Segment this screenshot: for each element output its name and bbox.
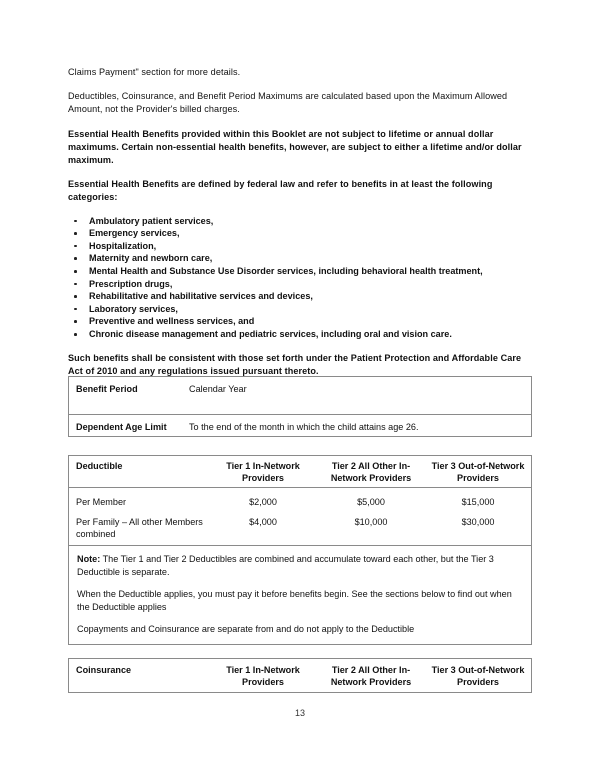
list-item-label: Hospitalization, bbox=[89, 240, 157, 251]
paragraph-essential-health-benefits-definition: Essential Health Benefits are defined by federal law and refer to benefits in at least the following categories: bbox=[68, 179, 493, 203]
coinsurance-table bbox=[68, 658, 532, 693]
page-number: 13 bbox=[294, 708, 305, 718]
row-label-per-member: Per Member bbox=[76, 497, 127, 507]
table-row bbox=[69, 414, 531, 436]
column-header-tier-2: Tier 2 All Other In-Network Providers bbox=[330, 665, 412, 687]
paragraph-essential-health-benefits-maximums: Essential Health Benefits provided within this Booklet are not subject to lifetime or annual dollar maximums. Certain non-essential health benefits, however, are subject to either a lifetime and/or dollar maximum. bbox=[68, 128, 522, 166]
bullet-icon bbox=[74, 270, 77, 273]
table-row bbox=[69, 377, 531, 414]
note-when-deductible-applies bbox=[77, 588, 523, 613]
list-item bbox=[68, 303, 532, 316]
row-value-dependent-age-limit: To the end of the month in which the child attains age 26. bbox=[189, 422, 419, 432]
bullet-icon bbox=[74, 220, 77, 223]
list-item bbox=[68, 290, 532, 303]
paragraph-claims-payment: Claims Payment" section for more details. bbox=[68, 67, 241, 77]
body-content bbox=[68, 66, 532, 389]
column-header-deductible: Deductible bbox=[76, 461, 123, 471]
table-header-row bbox=[69, 456, 531, 487]
list-item-label: Rehabilitative and habilitative services and devices, bbox=[89, 291, 313, 302]
list-item bbox=[68, 278, 532, 291]
cell-per-family-tier-3: $30,000 bbox=[461, 517, 495, 527]
cell-per-member-tier-3: $15,000 bbox=[461, 497, 495, 507]
deductible-table bbox=[68, 455, 532, 645]
list-item-label: Ambulatory patient services, bbox=[89, 215, 214, 226]
column-header-tier-2: Tier 2 All Other In-Network Providers bbox=[330, 461, 412, 483]
list-item bbox=[68, 227, 532, 240]
column-header-tier-3: Tier 3 Out-of-Network Providers bbox=[431, 665, 525, 687]
column-header-tier-3: Tier 3 Out-of-Network Providers bbox=[431, 461, 525, 483]
note-tier-combination bbox=[77, 553, 523, 578]
bullet-icon bbox=[74, 257, 77, 260]
note-text: Copayments and Coinsurance are separate from and do not apply to the Deductible bbox=[77, 624, 415, 635]
list-item bbox=[68, 328, 532, 341]
list-item-label: Chronic disease management and pediatric services, including oral and vision care. bbox=[89, 328, 452, 339]
table-header-row bbox=[69, 659, 531, 692]
row-label-dependent-age-limit: Dependent Age Limit bbox=[76, 422, 167, 432]
list-item-label: Maternity and newborn care, bbox=[89, 253, 213, 264]
note-lead-label: Note: bbox=[77, 554, 101, 564]
bullet-icon bbox=[74, 320, 77, 323]
paragraph-such-benefits-consistent: Such benefits shall be consistent with those set forth under the Patient Protection and Affordable Care Act of 2010 and any regulations issued pursuant thereto. bbox=[68, 352, 522, 376]
list-item bbox=[68, 315, 532, 328]
list-item bbox=[68, 215, 532, 228]
list-item bbox=[68, 252, 532, 265]
bullet-icon bbox=[74, 283, 77, 286]
list-item-label: Prescription drugs, bbox=[89, 278, 173, 289]
bullet-icon bbox=[74, 232, 77, 235]
row-value-benefit-period: Calendar Year bbox=[189, 384, 247, 394]
bullet-icon bbox=[74, 308, 77, 311]
bullet-icon bbox=[74, 295, 77, 298]
note-copayments-coinsurance bbox=[77, 623, 523, 636]
list-item bbox=[68, 240, 532, 253]
bullet-icon bbox=[74, 333, 77, 336]
note-text: The Tier 1 and Tier 2 Deductibles are combined and accumulate toward each other, but the Tier 3 Deductible is separate. bbox=[77, 554, 494, 577]
table-row bbox=[69, 512, 531, 545]
cell-per-family-tier-2: $10,000 bbox=[354, 517, 388, 527]
table-row bbox=[69, 487, 531, 512]
cell-per-member-tier-2: $5,000 bbox=[357, 497, 385, 507]
column-header-tier-1: Tier 1 In-Network Providers bbox=[226, 665, 300, 687]
bullet-icon bbox=[74, 245, 77, 248]
cell-per-family-tier-1: $4,000 bbox=[249, 517, 277, 527]
list-item-label: Laboratory services, bbox=[89, 303, 178, 314]
note-text: When the Deductible applies, you must pay it before benefits begin. See the sections below to find out when the Deductible applies bbox=[77, 589, 512, 612]
list-item-label: Emergency services, bbox=[89, 228, 180, 239]
benefit-period-table bbox=[68, 376, 532, 437]
list-item-label: Preventive and wellness services, and bbox=[89, 316, 255, 327]
row-label-benefit-period: Benefit Period bbox=[76, 384, 138, 394]
deductible-notes bbox=[69, 545, 531, 644]
cell-per-member-tier-1: $2,000 bbox=[249, 497, 277, 507]
list-item bbox=[68, 265, 532, 278]
paragraph-deductibles-calculation: Deductibles, Coinsurance, and Benefit Period Maximums are calculated based upon the Maximum Allowed Amount, not the Provider's billed charges. bbox=[68, 91, 508, 115]
list-item-label: Mental Health and Substance Use Disorder services, including behavioral health treatment, bbox=[89, 266, 483, 276]
essential-health-benefits-list bbox=[68, 215, 532, 341]
column-header-tier-1: Tier 1 In-Network Providers bbox=[226, 461, 300, 483]
row-label-per-family: Per Family – All other Members combined bbox=[76, 517, 203, 540]
column-header-coinsurance: Coinsurance bbox=[76, 665, 132, 675]
